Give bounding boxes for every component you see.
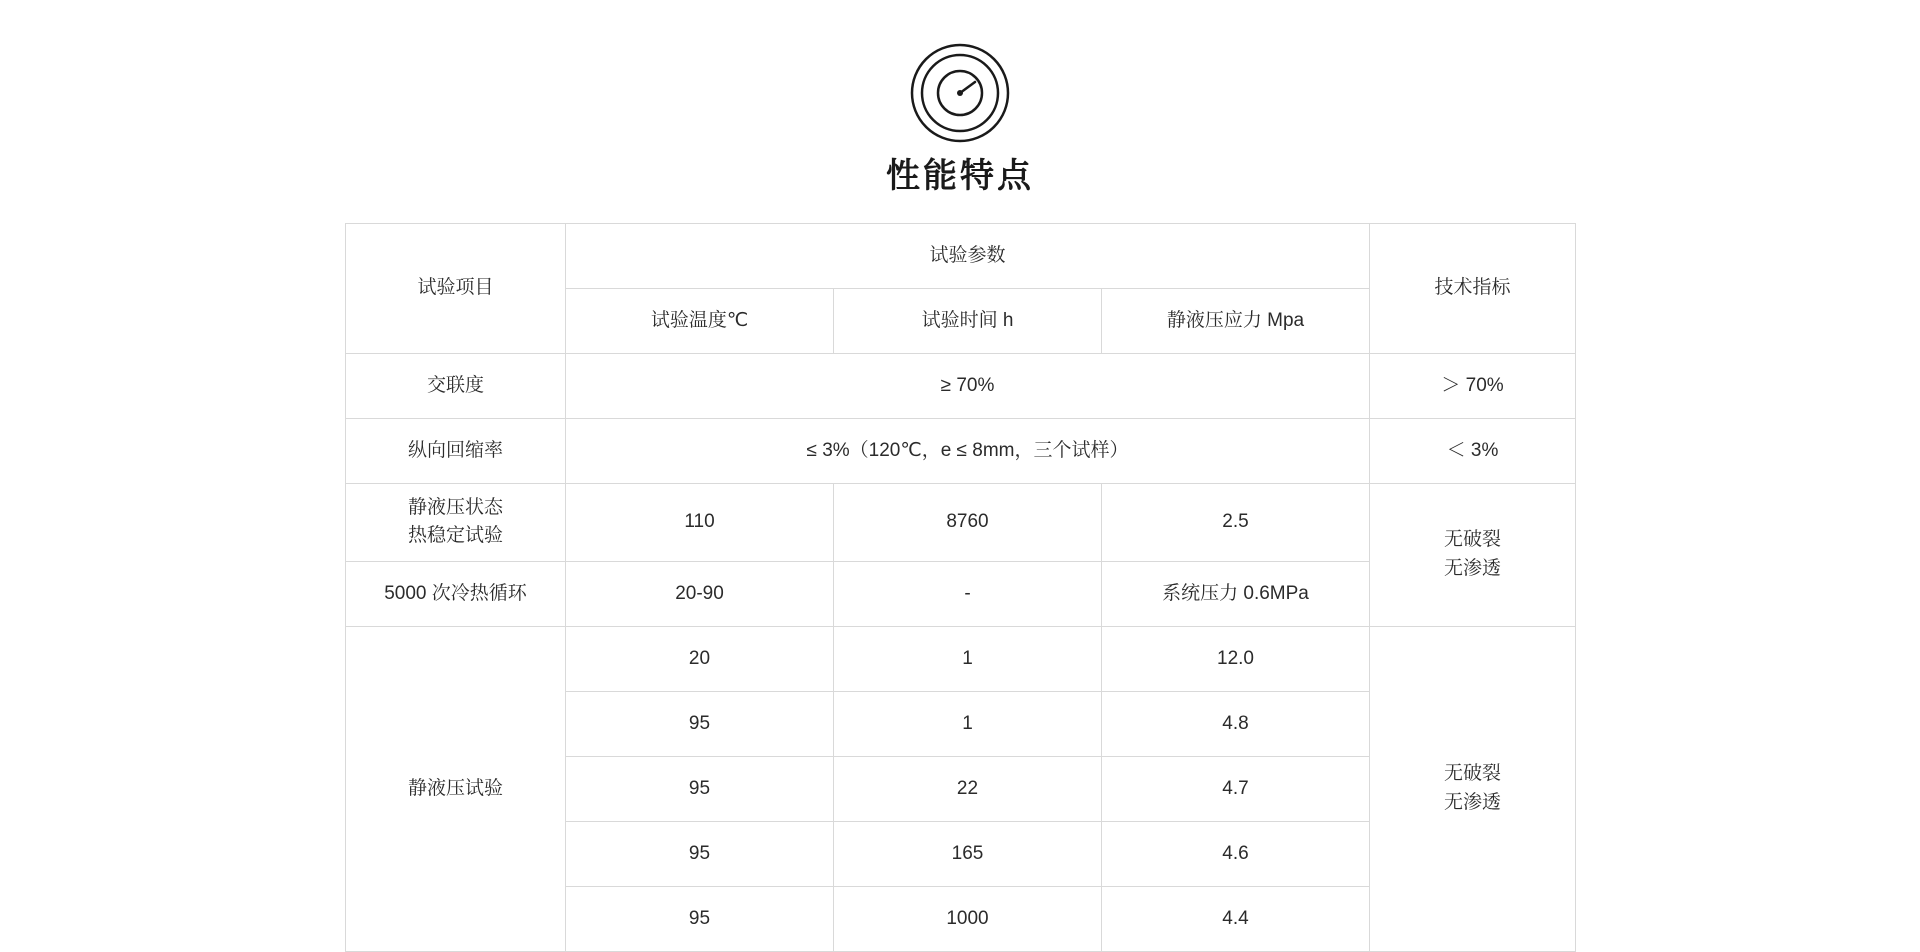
row-time-hydrostatic-2: 1 [834, 691, 1102, 756]
page-title: 性能特点 [886, 157, 1034, 195]
row-index-thermal-group [1370, 483, 1576, 626]
header-cell-param-pressure: 静液压应力 Mpa [1102, 288, 1370, 353]
row-index-shrinkage: ＜ 3% [1370, 418, 1576, 483]
gauge-icon [905, 38, 1015, 148]
row-temp-thermal-cycling: 20-90 [566, 561, 834, 626]
row-pressure-thermal-stability: 2.5 [1102, 483, 1370, 561]
row-item-thermal-cycling: 5000 次冷热循环 [346, 561, 566, 626]
row-temp-hydrostatic-5: 95 [566, 886, 834, 951]
header-cell-params-group: 试验参数 [566, 223, 1370, 288]
table-row [346, 626, 1576, 691]
row-index-thermal-line2: 无渗透 [1443, 557, 1501, 579]
performance-spec-table [345, 223, 1576, 952]
row-index-crosslinking: ＞ 70% [1370, 353, 1576, 418]
section-header [345, 38, 1575, 197]
row-pressure-hydrostatic-4: 4.6 [1102, 821, 1370, 886]
row-item-hydrostatic-test: 静液压试验 [346, 626, 566, 951]
row-item-thermal-stability [346, 483, 566, 561]
row-item-crosslinking: 交联度 [346, 353, 566, 418]
row-temp-hydrostatic-4: 95 [566, 821, 834, 886]
row-time-thermal-cycling: - [834, 561, 1102, 626]
table-header-row-1 [346, 223, 1576, 288]
row-temp-hydrostatic-1: 20 [566, 626, 834, 691]
header-cell-param-time: 试验时间 h [834, 288, 1102, 353]
row-value-shrinkage: ≤ 3%（120℃，e ≤ 8mm，三个试样） [566, 418, 1370, 483]
row-pressure-hydrostatic-5: 4.4 [1102, 886, 1370, 951]
row-temp-thermal-stability: 110 [566, 483, 834, 561]
row-time-hydrostatic-3: 22 [834, 756, 1102, 821]
row-index-thermal-line1: 无破裂 [1443, 529, 1501, 551]
row-pressure-hydrostatic-2: 4.8 [1102, 691, 1370, 756]
row-pressure-hydrostatic-1: 12.0 [1102, 626, 1370, 691]
header-cell-param-temp: 试验温度℃ [566, 288, 834, 353]
row-item-shrinkage: 纵向回缩率 [346, 418, 566, 483]
table-row [346, 353, 1576, 418]
row-time-hydrostatic-5: 1000 [834, 886, 1102, 951]
row-time-hydrostatic-4: 165 [834, 821, 1102, 886]
table-row [346, 418, 1576, 483]
row-value-crosslinking: ≥ 70% [566, 353, 1370, 418]
row-index-hydrostatic-line2: 无渗透 [1443, 791, 1501, 813]
row-index-hydrostatic-line1: 无破裂 [1443, 763, 1501, 785]
row-item-thermal-stability-line1: 静液压状态 [407, 496, 503, 518]
row-item-thermal-stability-line2: 热稳定试验 [407, 525, 503, 547]
row-time-thermal-stability: 8760 [834, 483, 1102, 561]
row-pressure-hydrostatic-3: 4.7 [1102, 756, 1370, 821]
row-pressure-thermal-cycling: 系统压力 0.6MPa [1102, 561, 1370, 626]
table-row [346, 483, 1576, 561]
header-cell-item: 试验项目 [346, 223, 566, 353]
row-temp-hydrostatic-2: 95 [566, 691, 834, 756]
row-time-hydrostatic-1: 1 [834, 626, 1102, 691]
header-cell-index: 技术指标 [1370, 223, 1576, 353]
content-wrapper [345, 0, 1575, 952]
row-index-hydrostatic [1370, 626, 1576, 951]
row-temp-hydrostatic-3: 95 [566, 756, 834, 821]
